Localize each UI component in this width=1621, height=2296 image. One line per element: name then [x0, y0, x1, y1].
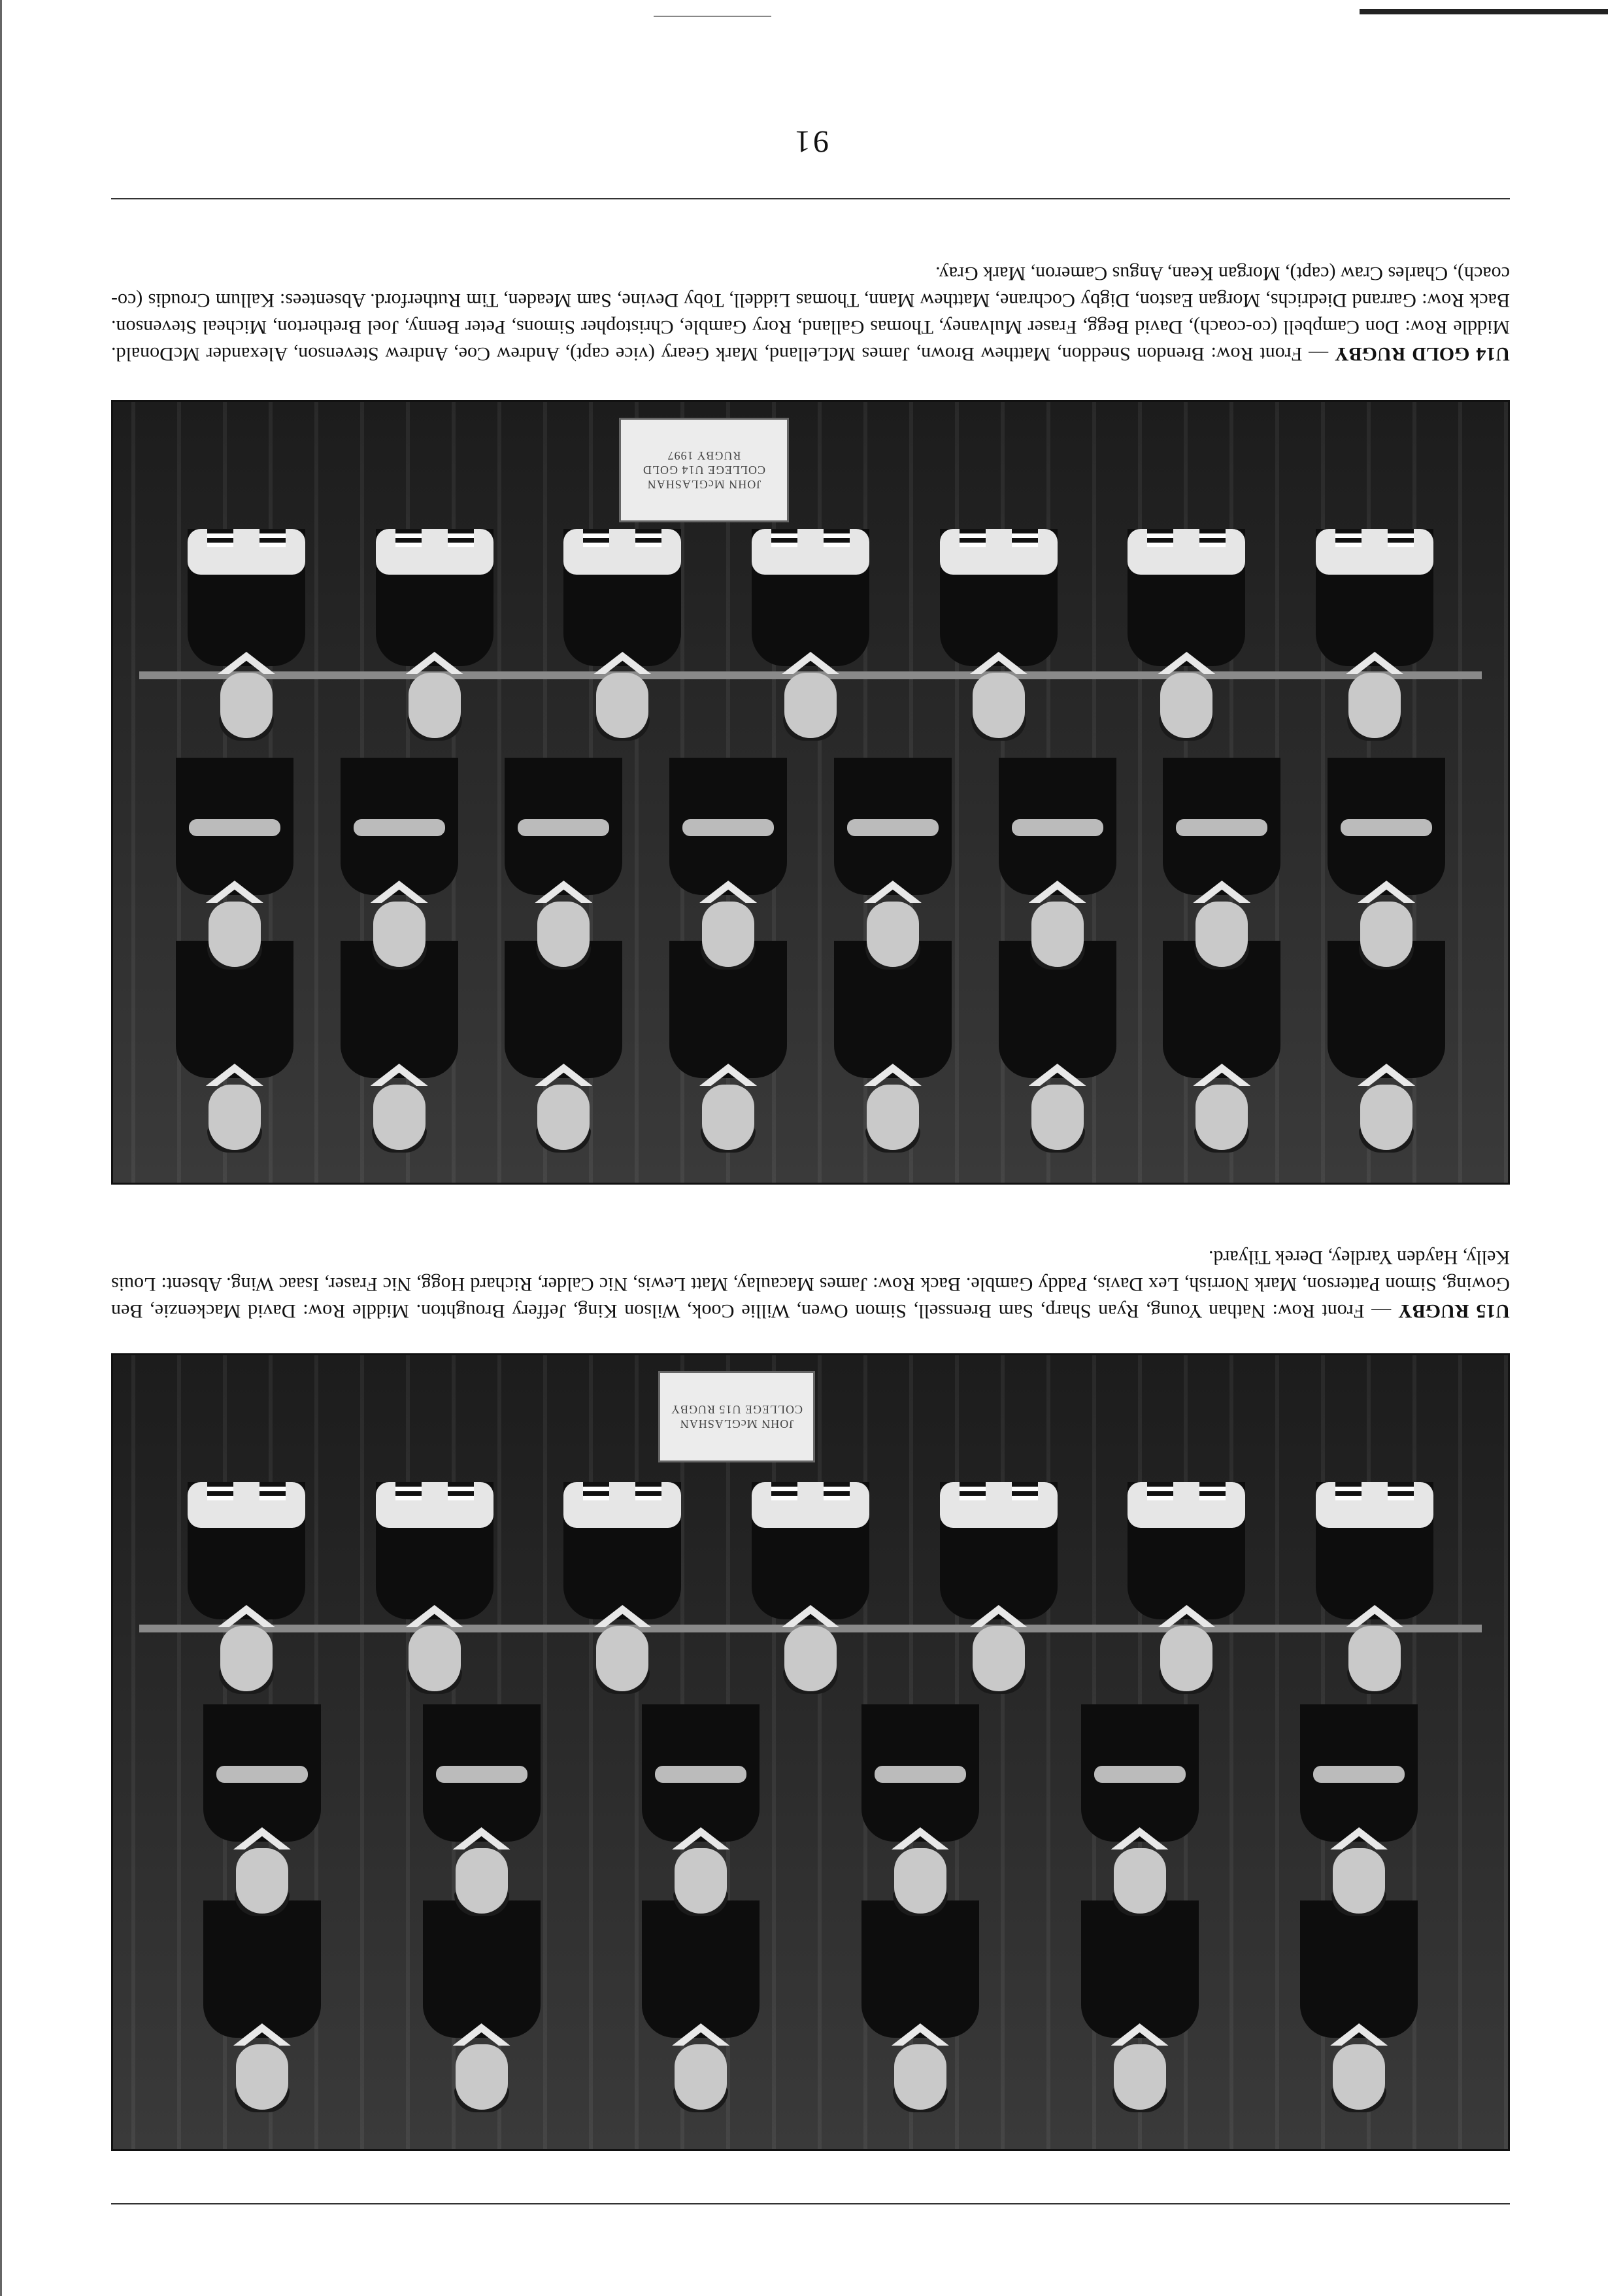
- player-figure: [369, 529, 500, 738]
- player-figure: [827, 758, 958, 967]
- scan-edge: [0, 0, 2, 2296]
- scan-mark: [654, 16, 771, 17]
- player-figure: [745, 529, 876, 738]
- player-figure: [992, 941, 1123, 1150]
- player-figure: [1156, 758, 1287, 967]
- sign-text: JOHN McGLASHAN COLLEGE U15 RUGBY: [671, 1403, 803, 1430]
- player-figure: [416, 1704, 547, 1914]
- player-figure: [663, 941, 794, 1150]
- player-figure: [557, 1482, 688, 1691]
- player-figure: [498, 758, 629, 967]
- player-figure: [855, 1704, 986, 1914]
- player-figure: [1121, 529, 1252, 738]
- player-figure: [992, 758, 1123, 967]
- bottom-rule: [111, 198, 1510, 199]
- player-figure: [933, 1482, 1064, 1691]
- player-figure: [745, 1482, 876, 1691]
- player-figure: [827, 941, 958, 1150]
- sign-text: JOHN McGLASHAN COLLEGE U14 GOLD RUGBY 1997: [643, 449, 765, 491]
- u15-team-photo: [111, 1353, 1510, 2151]
- player-figure: [855, 1900, 986, 2110]
- caption-title: U14 GOLD RUGBY: [1335, 343, 1510, 365]
- middle-row: [113, 758, 1508, 967]
- player-figure: [1321, 758, 1452, 967]
- player-figure: [181, 1482, 312, 1691]
- player-figure: [1294, 1900, 1424, 2110]
- player-figure: [1075, 1704, 1205, 1914]
- u15-caption: [111, 1244, 1510, 1325]
- page-number: 91: [792, 124, 829, 159]
- player-figure: [181, 529, 312, 738]
- scan-mark: [1360, 9, 1608, 14]
- team-sign: [619, 418, 789, 522]
- back-row: [113, 1900, 1508, 2110]
- top-rule: [111, 2203, 1510, 2204]
- team-sign: [658, 1371, 815, 1462]
- player-figure: [557, 529, 688, 738]
- player-figure: [1075, 1900, 1205, 2110]
- player-figure: [1309, 1482, 1440, 1691]
- caption-title: U15 RUGBY: [1398, 1300, 1510, 1322]
- front-row: [113, 1482, 1508, 1691]
- player-figure: [369, 1482, 500, 1691]
- player-figure: [169, 941, 300, 1150]
- player-figure: [169, 758, 300, 967]
- player-figure: [1321, 941, 1452, 1150]
- player-figure: [933, 529, 1064, 738]
- player-figure: [635, 1900, 766, 2110]
- player-figure: [1309, 529, 1440, 738]
- player-figure: [663, 758, 794, 967]
- player-figure: [498, 941, 629, 1150]
- front-row: [113, 529, 1508, 738]
- player-figure: [197, 1900, 327, 2110]
- player-figure: [635, 1704, 766, 1914]
- player-figure: [1121, 1482, 1252, 1691]
- player-figure: [197, 1704, 327, 1914]
- back-row: [113, 941, 1508, 1150]
- player-figure: [1294, 1704, 1424, 1914]
- player-figure: [1156, 941, 1287, 1150]
- caption-names: — Front Row: Brendon Sneddon, Matthew Brown, James McLelland, Mark Geary (vice capt), Andrew Coe, Andrew Stevenson, Alexander McDonald. Middle Row: Don Campbell (co-coach), David Begg, Fraser Mulvaney, Thomas Galland, Rory Gamble, Christopher Simons, Peter Benny, Joel Bretherton, Micheal Stevenson. Back Row: Garrand Diedrichs, Morgan Easton, Digby Cochrane, Matthew Mann, Thomas Liddell, Toby Devine, Sam Meaden, Tim Rutherford. Absentees: Kallum Croudis (co-coach), Charles Craw (capt), Morgan Kean, Angus Cameron, Mark Gray.: [111, 263, 1510, 365]
- player-figure: [334, 941, 465, 1150]
- u14-gold-team-photo: [111, 400, 1510, 1185]
- player-figure: [416, 1900, 547, 2110]
- player-figure: [334, 758, 465, 967]
- middle-row: [113, 1704, 1508, 1914]
- caption-names: — Front Row: Nathan Young, Ryan Sharp, Sam Brenssell, Simon Owen, Willie Cook, Wilson King, Jeffery Broughton. Middle Row: David Mackenzie, Ben Gowing, Simon Patterson, Mark Norrish, Lex Davis, Paddy Gamble. Back Row: James Macaulay, Matt Lewis, Nic Calder, Richard Hogg, Nic Fraser, Isaac Wing. Absent: Louis Kelly, Hayden Yardley, Derek Tilyard.: [111, 1247, 1510, 1322]
- u14-gold-caption: [111, 260, 1510, 367]
